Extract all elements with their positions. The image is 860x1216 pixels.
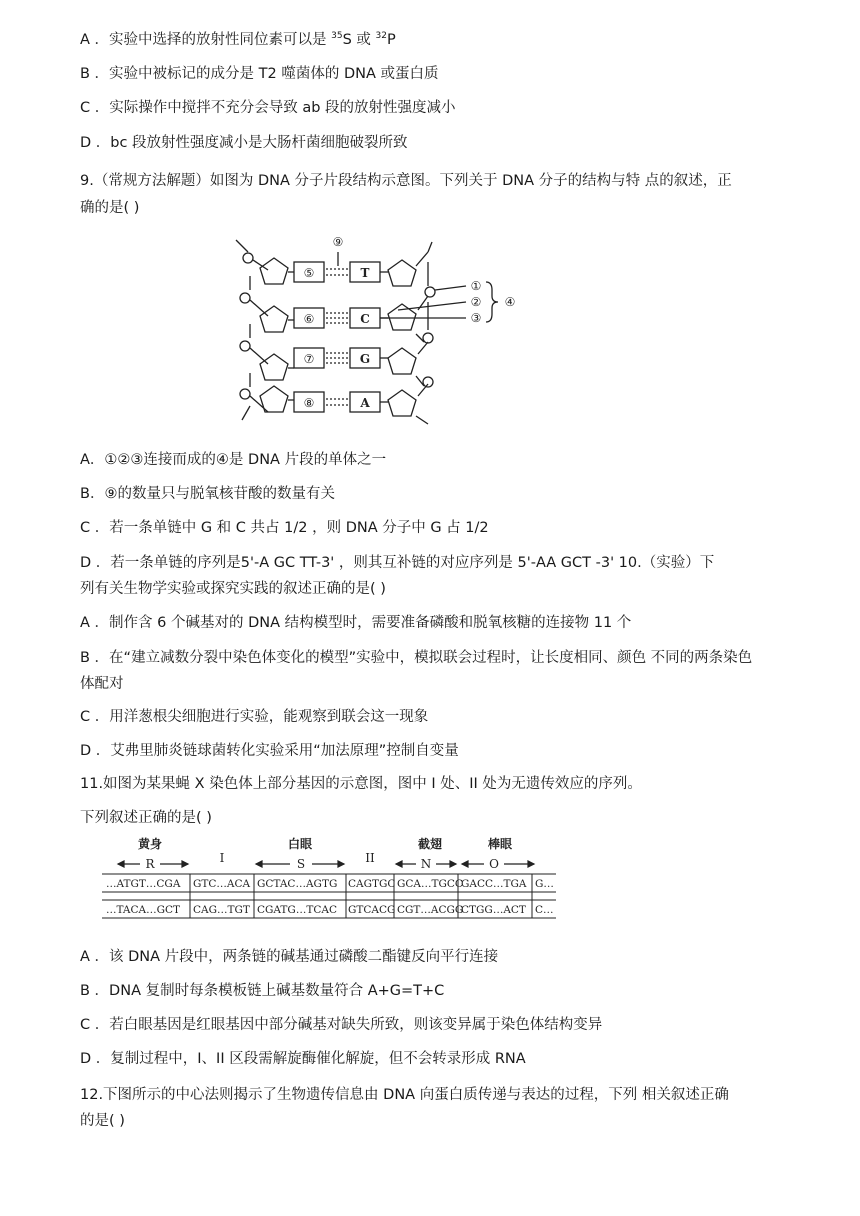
base-left-3: ⑦ <box>303 352 315 366</box>
q9-stem-line-1: 9.（常规方法解题）如图为 DNA 分子片段结构示意图。下列关于 DNA 分子的结构与特 点的叙述，正 <box>80 173 732 189</box>
q11-option-c: C ．若白眼基因是红眼基因中部分碱基对缺失所致，则该变异属于染色体结构变异 <box>80 1017 603 1033</box>
q11-stem-line-2: 下列叙述正确的是( ) <box>80 810 212 826</box>
q11-option-d: D ．复制过程中，I、II 区段需解旋酶催化解旋，但不会转录形成 RNA <box>80 1051 526 1067</box>
top-strand-seg-1: …ATGT…CGA <box>106 878 181 890</box>
base-right-4: A <box>360 396 370 410</box>
base-left-1: ⑤ <box>303 266 315 280</box>
region-label-i: I <box>219 851 225 865</box>
q9-option-c: C ．若一条单链中 G 和 C 共占 1/2 ，则 DNA 分子中 G 占 1/2 <box>80 520 489 536</box>
gene-name-white-eye: 白眼 <box>287 837 313 851</box>
q11-option-a: A ．该 DNA 片段中，两条链的碱基通过磷酸二酯键反向平行连接 <box>80 949 499 965</box>
q8-option-d: D ．bc 段放射性强度减小是大肠杆菌细胞破裂所致 <box>80 135 408 151</box>
q12-stem-line-2: 的是( ) <box>80 1113 125 1129</box>
base-right-2: C <box>360 312 370 326</box>
q10-option-b-line-1: B ．在“建立减数分裂中染色体变化的模型”实验中，模拟联会过程时，让长度相同、颜色 不同的两条染色 <box>80 650 753 666</box>
base-left-4: ⑧ <box>303 396 315 410</box>
region-label-ii: II <box>365 851 375 865</box>
top-strand-seg-6: GACC…TGA <box>461 878 527 890</box>
base-right-3: G <box>359 352 371 366</box>
gene-letter-s: S <box>296 857 306 871</box>
top-strand-seg-2: GTC…ACA <box>193 878 251 890</box>
q9-stem-line-2: 确的是( ) <box>80 200 140 216</box>
q11-stem-line-1: 11.如图为某果蝇 X 染色体上部分基因的示意图，图中 I 处、II 处为无遗传效应的序列。 <box>80 776 642 792</box>
q10-option-d: D ．艾弗里肺炎链球菌转化实验采用“加法原理”控制自变量 <box>80 743 459 759</box>
label-three: ③ <box>470 311 482 325</box>
q10-stem: 列有关生物学实验或探究实践的叙述正确的是( ) <box>80 581 386 597</box>
q8-option-a: A ．实验中选择的放射性同位素可以是 $^{35}$S 或 $^{32}$P <box>80 31 396 48</box>
bottom-strand-seg-5: CGT…ACGG <box>397 904 464 916</box>
gene-name-bar-eye: 棒眼 <box>487 837 513 851</box>
backbone-left-top <box>236 240 248 252</box>
gene-map-figure <box>100 836 560 922</box>
bottom-strand-seg-7: C… <box>535 904 554 916</box>
base-right-1: T <box>360 266 370 280</box>
gene-letter-r: R <box>145 857 155 871</box>
q8-option-b: B ．实验中被标记的成分是 T2 噬菌体的 DNA 或蛋白质 <box>80 66 439 82</box>
q10-option-a: A ．制作含 6 个碱基对的 DNA 结构模型时，需要准备磷酸和脱氧核糖的连接物 11 个 <box>80 615 632 631</box>
q10-option-b-line-2: 体配对 <box>80 676 124 692</box>
q9-option-a: A．①②③连接而成的④是 DNA 片段的单体之一 <box>80 452 387 468</box>
gene-letter-o: O <box>489 857 499 871</box>
label-nine: ⑨ <box>332 235 344 249</box>
top-strand-seg-7: G… <box>535 878 554 890</box>
gene-name-cut-wing: 截翅 <box>417 837 443 851</box>
base-left-2: ⑥ <box>303 312 315 326</box>
top-strand-seg-4: CAGTGC <box>348 878 396 890</box>
gene-name-yellow: 黄身 <box>137 837 163 851</box>
q8-option-c: C ．实际操作中搅拌不充分会导致 ab 段的放射性强度减小 <box>80 100 456 116</box>
label-four: ④ <box>504 295 516 309</box>
bottom-strand-seg-2: CAG…TGT <box>193 904 250 916</box>
q10-option-c: C ．用洋葱根尖细胞进行实验，能观察到联会这一现象 <box>80 709 429 725</box>
q11-option-b: B ．DNA 复制时每条模板链上碱基数量符合 A+G=T+C <box>80 983 445 999</box>
bottom-strand-seg-4: GTCACG <box>348 904 396 916</box>
bottom-strand-seg-3: CGATG…TCAC <box>257 904 337 916</box>
q9-option-d: D ．若一条单链的序列是5'-A GC TT-3' ，则其互补链的对应序列是 5'-AA GCT -3' 10.（实验）下 <box>80 555 715 571</box>
top-strand-seg-5: GCA…TGCC <box>397 878 463 890</box>
bottom-strand-seg-6: CTGG…ACT <box>461 904 526 916</box>
bottom-strand-seg-1: …TACA…GCT <box>106 904 181 916</box>
gene-letter-n: N <box>420 857 432 871</box>
q12-stem-line-1: 12.下图所示的中心法则揭示了生物遗传信息由 DNA 向蛋白质传递与表达的过程，下列 相关叙述正确 <box>80 1087 729 1103</box>
dna-structure-figure <box>228 230 528 426</box>
top-strand-seg-3: GCTAC…AGTG <box>257 878 338 890</box>
q9-option-b: B．⑨的数量只与脱氧核苷酸的数量有关 <box>80 486 335 502</box>
label-two: ② <box>470 295 482 309</box>
label-one: ① <box>470 279 482 293</box>
